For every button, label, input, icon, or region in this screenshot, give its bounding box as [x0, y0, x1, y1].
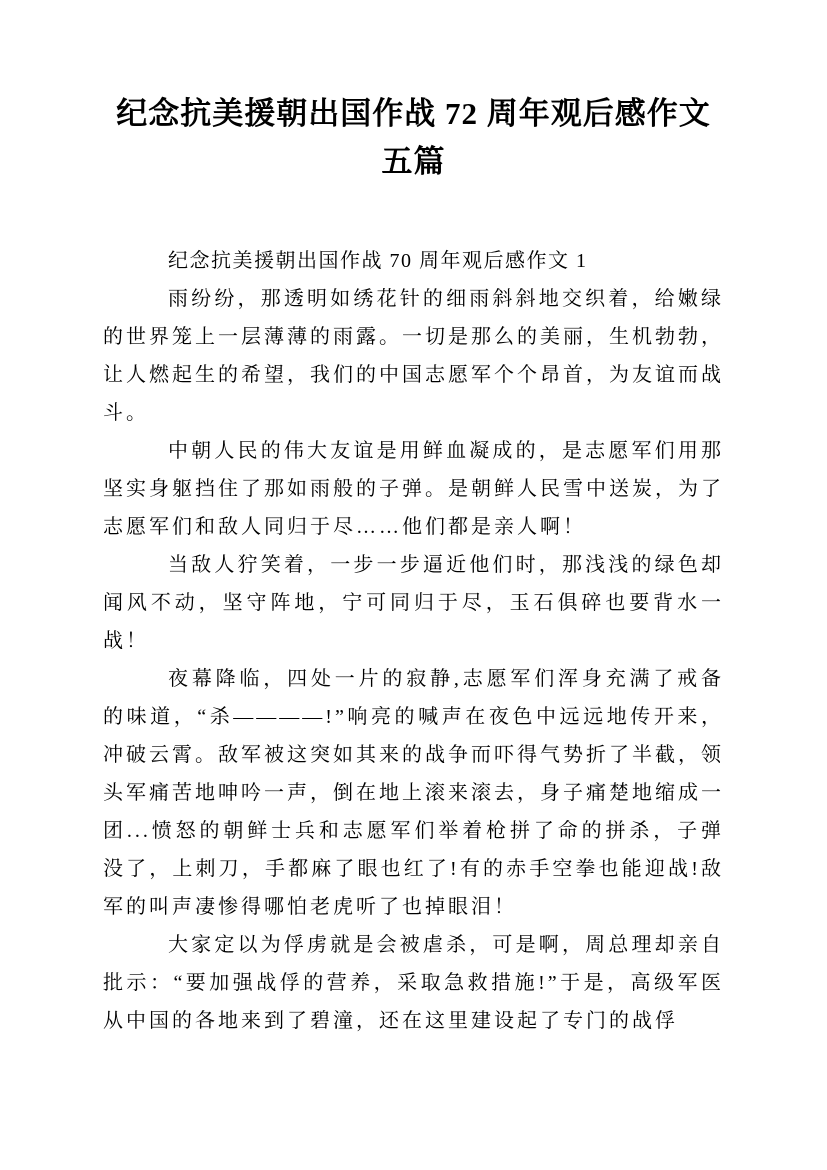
document-title-line-1: 纪念抗美援朝出国作战 72 周年观后感作文: [116, 96, 711, 131]
document-body: [103, 242, 724, 1040]
section-heading: 纪念抗美援朝出国作战 70 周年观后感作文 1: [168, 250, 588, 272]
paragraph-3: 当敌人狞笑着，一步一步逼近他们时，那浅浅的绿色却闻风不动，坚守阵地，宁可同归于尽，玉石俱碎也要背水一战！: [103, 554, 724, 652]
paragraph-2: 中朝人民的伟大友谊是用鲜血凝成的，是志愿军们用那坚实身躯挡住了那如雨般的子弹。是朝鲜人民雪中送炭，为了志愿军们和敌人同归于尽……他们都是亲人啊！: [103, 440, 724, 538]
document-title-line-2: 五篇: [381, 144, 446, 179]
paragraph-1: 雨纷纷，那透明如绣花针的细雨斜斜地交织着，给嫩绿的世界笼上一层薄薄的雨露。一切是那么的美丽，生机勃勃，让人燃起生的希望，我们的中国志愿军个个昂首，为友谊而战斗。: [103, 288, 724, 424]
paragraph-4: 夜幕降临，四处一片的寂静,志愿军们浑身充满了戒备的味道，“杀————!”响亮的喊声在夜色中远远地传开来，冲破云霄。敌军被这突如其来的战争而吓得气势折了半截，领头军痛苦地呻吟一声，倒在地上滚来滚去，身子痛楚地缩成一团...愤怒的朝鲜士兵和志愿军们举着枪拼了命的拼杀，子弹没了，上刺刀，手都麻了眼也红了!有的赤手空拳也能迎战!敌军的叫声凄惨得哪怕老虎听了也掉眼泪！: [103, 668, 724, 918]
document-title: [0, 0, 827, 186]
paragraph-5: 大家定以为俘虏就是会被虐杀，可是啊，周总理却亲自批示：“要加强战俘的营养，采取急救措施!”于是，高级军医从中国的各地来到了碧潼，还在这里建设起了专门的战俘: [103, 934, 724, 1032]
